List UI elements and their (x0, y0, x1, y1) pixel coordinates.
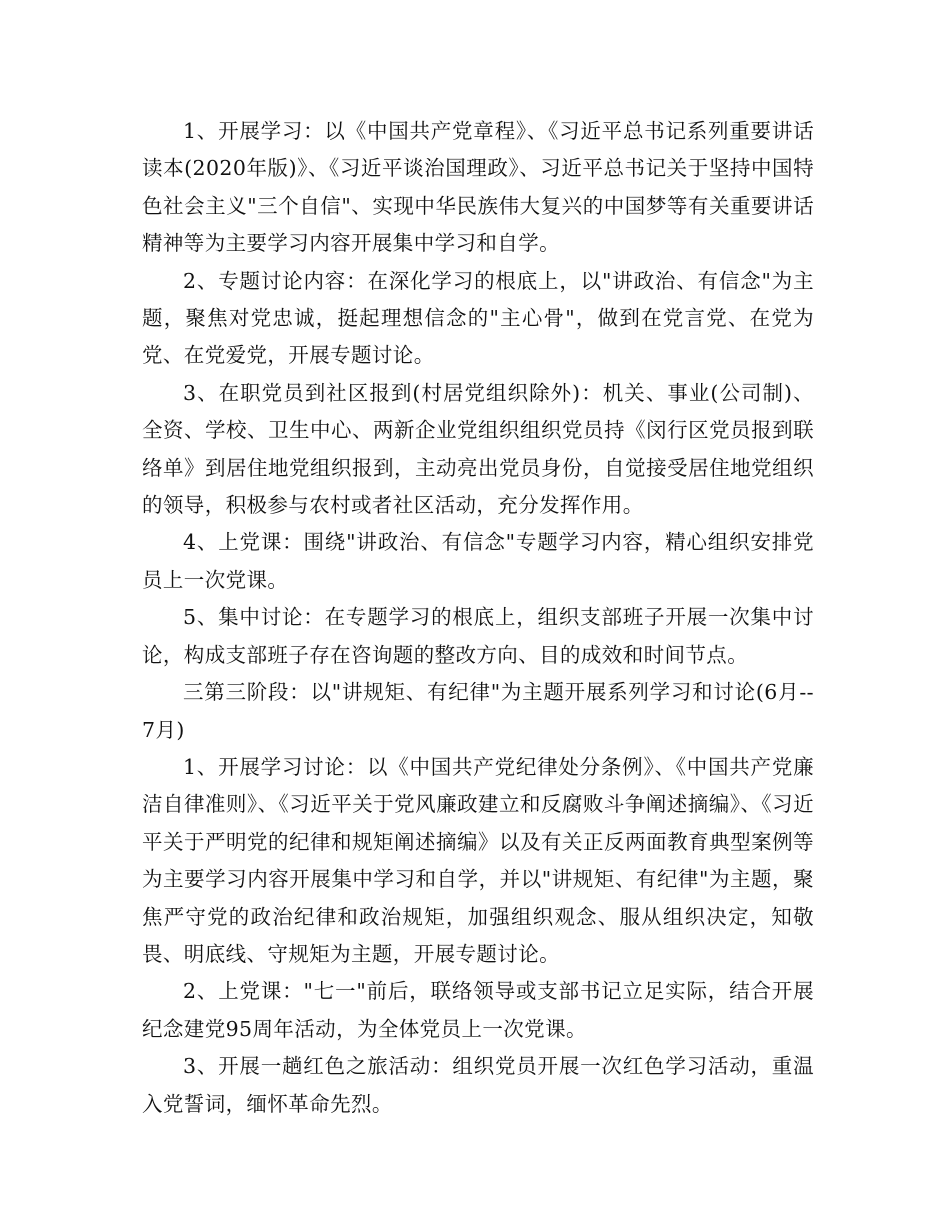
paragraph-6: 1、开展学习讨论：以《中国共产党纪律处分条例》、《中国共产党廉洁自律准则》、《习近平关于党风廉政建立和反腐败斗争阐述摘编》、《习近平关于严明党的纪律和规矩阐述摘编》以及有关正反两面教育典型案例等为主要学习内容开展集中学习和自学，并以"讲规矩、有纪律"为主题，聚焦严守党的政治纪律和政治规矩，加强组织观念、服从组织决定，知敬畏、明底线、守规矩为主题，开展专题讨论。 (142, 754, 814, 966)
paragraph-4: 4、上党课：围绕"讲政治、有信念"专题学习内容，精心组织安排党员上一次党课。 (142, 530, 814, 592)
paragraph-1: 1、开展学习：以《中国共产党章程》、《习近平总书记系列重要讲话读本(2020年版)》、《习近平谈治国理政》、习近平总书记关于坚持中国特色社会主义"三个自信"、实现中华民族伟大复兴的中国梦等有关重要讲话精神等为主要学习内容开展集中学习和自学。 (142, 119, 814, 256)
document-body (142, 113, 814, 1123)
paragraph-8: 3、开展一趟红色之旅活动：组织党员开展一次红色学习活动，重温入党誓词，缅怀革命先烈。 (142, 1054, 814, 1116)
paragraph-3: 3、在职党员到社区报到(村居党组织除外)：机关、事业(公司制)、全资、学校、卫生中心、两新企业党组织组织党员持《闵行区党员报到联络单》到居住地党组织报到，主动亮出党员身份，自觉接受居住地党组织的领导，积极参与农村或者社区活动，充分发挥作用。 (142, 380, 814, 518)
section-heading-phase-3: 三第三阶段：以"讲规矩、有纪律"为主题开展系列学习和讨论(6月--7月) (142, 680, 814, 742)
paragraph-2: 2、专题讨论内容：在深化学习的根底上，以"讲政治、有信念"为主题，聚焦对党忠诚，挺起理想信念的"主心骨"，做到在党言党、在党为党、在党爱党，开展专题讨论。 (142, 268, 814, 368)
paragraph-7: 2、上党课："七一"前后，联络领导或支部书记立足实际，结合开展纪念建党95周年活动，为全体党员上一次党课。 (142, 979, 814, 1041)
paragraph-5: 5、集中讨论：在专题学习的根底上，组织支部班子开展一次集中讨论，构成支部班子存在咨询题的整改方向、目的成效和时间节点。 (142, 605, 814, 667)
